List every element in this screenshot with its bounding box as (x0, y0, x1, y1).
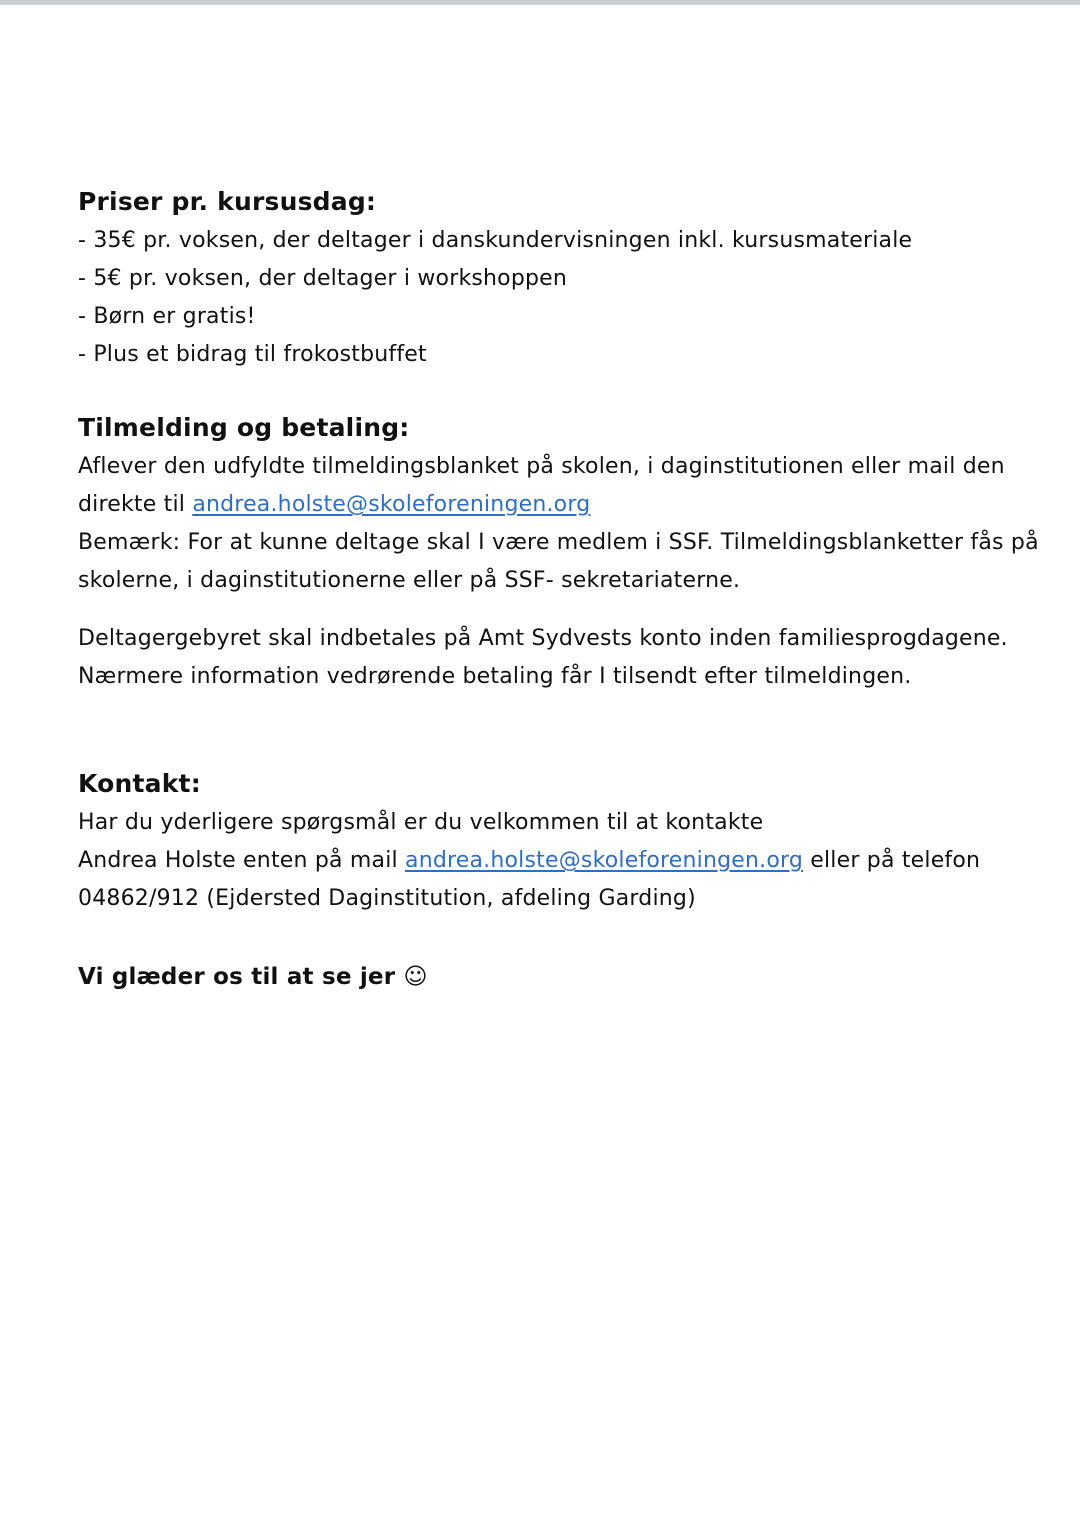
price-item: - 35€ pr. voksen, der deltager i danskundervisningen inkl. kursusmateriale (78, 228, 913, 253)
registration-heading: Tilmelding og betaling: (78, 413, 410, 442)
contact-text-suffix: eller på telefon (803, 848, 981, 873)
closing-text: Vi glæder os til at se jer ☺ (78, 964, 428, 990)
contact-phone: 04862/912 (Ejdersted Daginstitution, afdeling Garding) (78, 886, 696, 911)
prices-heading: Priser pr. kursusdag: (78, 187, 377, 216)
document-body (78, 182, 1038, 996)
contact-heading: Kontakt: (78, 769, 201, 798)
contact-text-email-line (78, 842, 1038, 880)
registration-text-prefix: direkte til (78, 492, 193, 517)
price-item: - Plus et bidrag til frokostbuffet (78, 342, 427, 367)
contact-text: Har du yderligere spørgsmål er du velkommen til at kontakte (78, 810, 764, 835)
registration-note: skolerne, i daginstitutionerne eller på SSF- sekretariaterne. (78, 568, 741, 593)
contact-text-prefix: Andrea Holste enten på mail (78, 848, 406, 873)
registration-text-email-line (78, 486, 1038, 524)
registration-note: Bemærk: For at kunne deltage skal I være medlem i SSF. Tilmeldingsblanketter fås på (78, 530, 1039, 555)
price-item: - 5€ pr. voksen, der deltager i workshoppen (78, 266, 568, 291)
top-border (0, 0, 1080, 5)
payment-text: Nærmere information vedrørende betaling får I tilsendt efter tilmeldingen. (78, 664, 912, 689)
price-item: - Børn er gratis! (78, 304, 256, 329)
payment-text: Deltagergebyret skal indbetales på Amt Sydvests konto inden familiesprogdagene. (78, 626, 1008, 651)
contact-email-link[interactable]: andrea.holste@skoleforeningen.org (405, 848, 804, 873)
registration-email-link[interactable]: andrea.holste@skoleforeningen.org (192, 492, 591, 517)
registration-text: Aflever den udfyldte tilmeldingsblanket på skolen, i daginstitutionen eller mail den (78, 454, 1005, 479)
